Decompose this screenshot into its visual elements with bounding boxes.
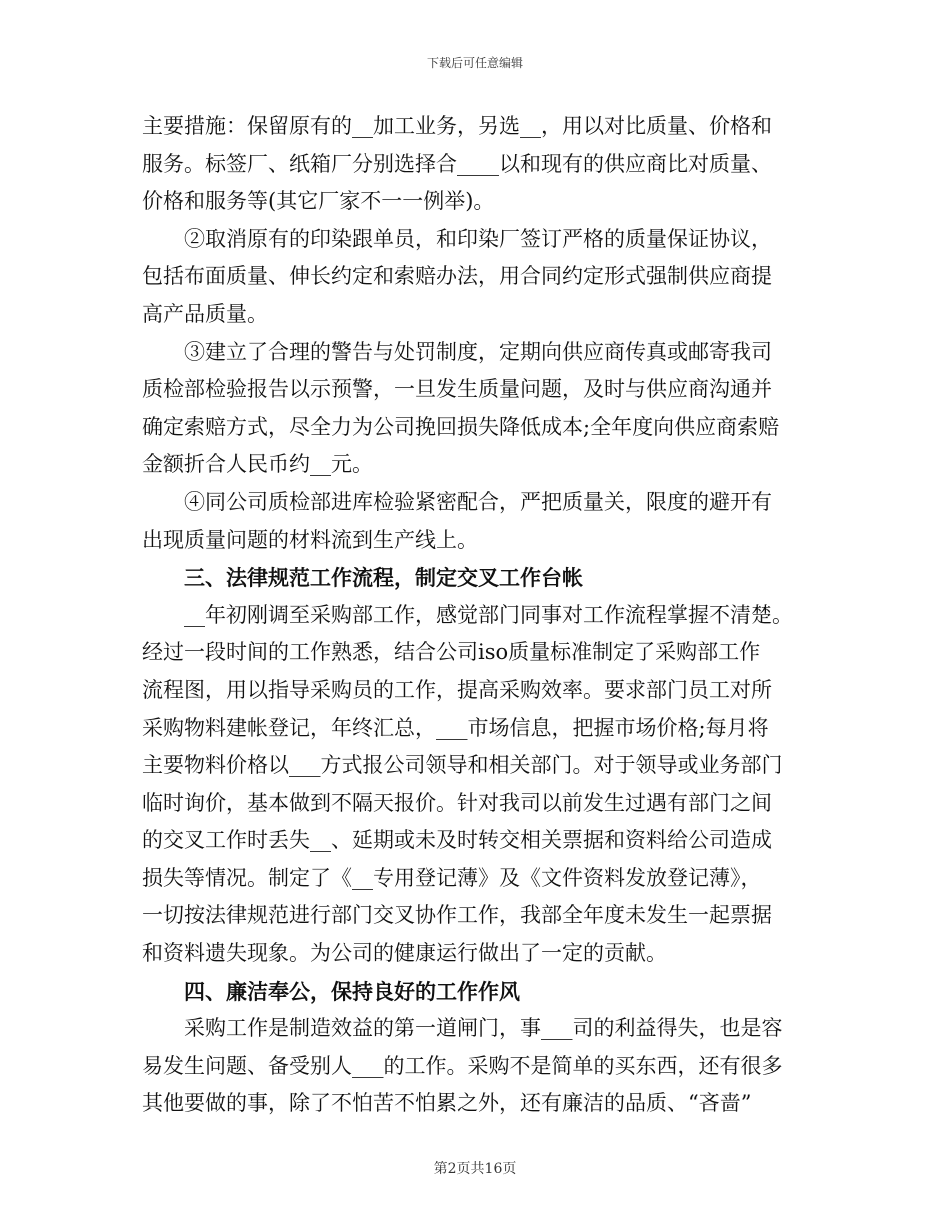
text-line: 价格和服务等(其它厂家不一一例举)。 <box>142 189 495 214</box>
text-line: 主要物料价格以___方式报公司领导和相关部门。对于领导或业务部门 <box>142 753 783 778</box>
text-line: 一切按法律规范进行部门交叉协作工作，我部全年度未发生一起票据 <box>142 903 772 928</box>
text-line: 采购工作是制造效益的第一道闸门，事___司的利益得失，也是容 <box>184 1016 783 1041</box>
document-body <box>142 108 808 1123</box>
text-line: 临时询价，基本做到不隔天报价。针对我司以前发生过遇有部门之间 <box>142 790 772 815</box>
text-line: ④同公司质检部进库检验紧密配合，严把质量关，限度的避开有 <box>184 489 772 514</box>
page-number-footer: 第2页共16页 <box>433 1161 517 1177</box>
text-line: 金额折合人民币约__元。 <box>142 452 373 477</box>
text-line: 主要措施：保留原有的__加工业务，另选__，用以对比质量、价格和 <box>142 114 772 138</box>
text-line: 易发生问题、备受别人___的工作。采购不是简单的买东西，还有很多 <box>142 1053 783 1078</box>
text-line: 的交叉工作时丢失__、延期或未及时转交相关票据和资料给公司造成 <box>142 828 772 853</box>
text-line: 出现质量问题的材料流到生产线上。 <box>142 527 478 552</box>
text-line: 其他要做的事，除了不怕苦不怕累之外，还有廉洁的品质、“吝啬” <box>142 1091 752 1116</box>
page-header-note: 下载后可任意编辑 <box>426 56 523 70</box>
text-line: 高产品质量。 <box>142 301 268 326</box>
text-line: 确定索赔方式，尽全力为公司挽回损失降低成本;全年度向供应商索赔 <box>142 414 780 439</box>
text-line: 采购物料建帐登记，年终汇总，___市场信息，把握市场价格;每月将 <box>142 715 769 740</box>
text-line: ②取消原有的印染跟单员，和印染厂签订严格的质量保证协议， <box>184 226 772 251</box>
text-line: 损失等情况。制定了《__专用登记薄》及《文件资料发放登记薄》， <box>142 865 762 890</box>
section-heading: 四、廉洁奉公，保持良好的工作作风 <box>184 978 520 1004</box>
text-line: ③建立了合理的警告与处罚制度，定期向供应商传真或邮寄我司 <box>184 339 772 364</box>
text-line: 流程图，用以指导采购员的工作，提高采购效率。要求部门员工对所 <box>142 677 772 702</box>
text-line: 和资料遗失现象。为公司的健康运行做出了一定的贡献。 <box>142 941 667 966</box>
text-line: 质检部检验报告以示预警，一旦发生质量问题，及时与供应商沟通并 <box>142 377 772 402</box>
text-line: 经过一段时间的工作熟悉，结合公司iso质量标准制定了采购部工作 <box>142 640 761 665</box>
text-line: __年初刚调至采购部工作，感觉部门同事对工作流程掌握不清楚。 <box>184 602 793 627</box>
text-line: 包括布面质量、伸长约定和索赔办法，用合同约定形式强制供应商提 <box>142 264 772 289</box>
text-line: 服务。标签厂、纸箱厂分别选择合____以和现有的供应商比对质量、 <box>142 151 772 176</box>
section-heading: 三、法律规范工作流程，制定交叉工作台帐 <box>184 565 583 591</box>
